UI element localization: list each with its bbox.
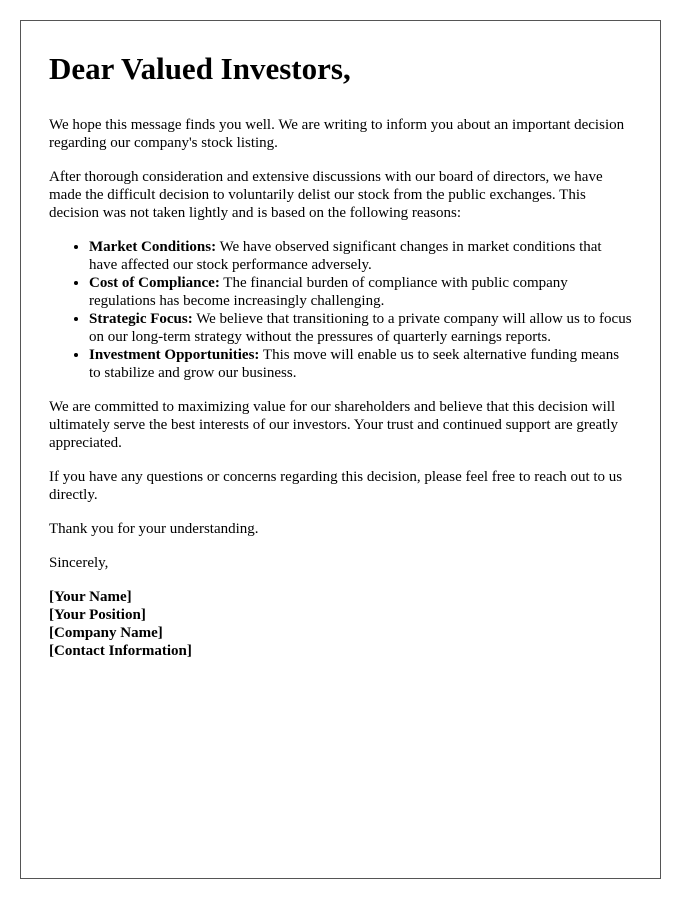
reason-text: We believe that transitioning to a private company will allow us to focus on our long-term strategy without the pressures of quarterly earnings reports. xyxy=(89,311,632,345)
reason-item-strategic-focus xyxy=(89,310,632,346)
signature-block xyxy=(49,588,632,660)
commitment-paragraph: We are committed to maximizing value for our shareholders and believe that this decision will ultimately serve the best interests of our investors. Your trust and continued support are greatly appreciated. xyxy=(49,399,619,451)
salutation-heading: Dear Valued Investors, xyxy=(49,51,351,86)
reason-label: Strategic Focus: xyxy=(89,311,193,327)
signature-company: [Company Name] xyxy=(49,625,163,641)
signature-position: [Your Position] xyxy=(49,607,146,623)
reasons-list xyxy=(49,238,632,382)
reason-label: Market Conditions: xyxy=(89,239,217,255)
reason-item-cost-of-compliance xyxy=(89,274,632,310)
questions-paragraph: If you have any questions or concerns regarding this decision, please feel free to reach out to us directly. xyxy=(49,469,623,503)
reason-item-market-conditions xyxy=(89,238,632,274)
signature-name: [Your Name] xyxy=(49,589,132,605)
letter-page xyxy=(20,20,661,879)
closing-line: Sincerely, xyxy=(49,555,109,571)
intro-paragraph: We hope this message finds you well. We are writing to inform you about an important decision regarding our company's stock listing. xyxy=(49,117,625,151)
decision-paragraph: After thorough consideration and extensive discussions with our board of directors, we have made the difficult decision to voluntarily delist our stock from the public exchanges. This decision was not taken lightly and is based on the following reasons: xyxy=(49,169,603,221)
signature-contact: [Contact Information] xyxy=(49,643,192,659)
reason-label: Cost of Compliance: xyxy=(89,275,220,291)
reason-label: Investment Opportunities: xyxy=(89,347,260,363)
reason-item-investment-opportunities xyxy=(89,346,632,382)
reason-text: The financial burden of compliance with public company regulations has become increasingly challenging. xyxy=(89,275,568,309)
reason-text: This move will enable us to seek alternative funding means to stabilize and grow our business. xyxy=(89,347,620,381)
thanks-paragraph: Thank you for your understanding. xyxy=(49,521,259,537)
reason-text: We have observed significant changes in market conditions that have affected our stock performance adversely. xyxy=(89,239,602,273)
